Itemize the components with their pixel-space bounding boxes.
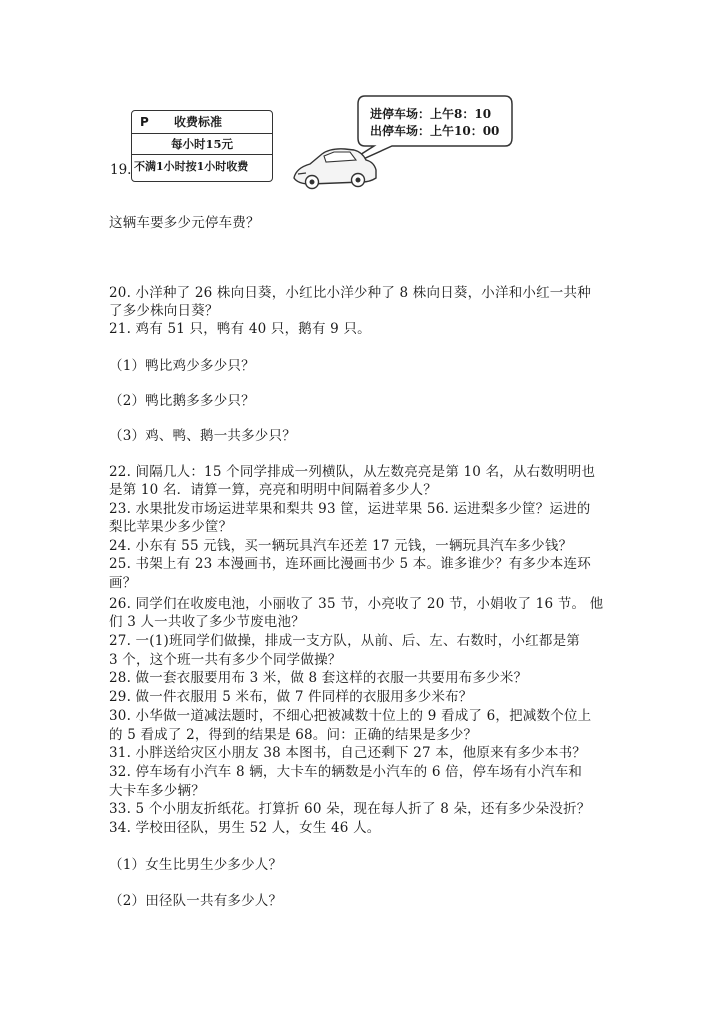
question-30-line-2: 的 5 看成了 2，得到的结果是 68。问：正确的结果是多少？ — [109, 727, 478, 743]
question-22-line-2: 是第 10 名．请算一算，亮亮和明明中间隔着多少人？ — [109, 482, 437, 498]
question-19-number: 19. — [110, 162, 132, 178]
question-22-line-1: 22. 间隔几人：15 个同学排成一列横队，从左数亮亮是第 10 名，从右数明明也 — [109, 464, 596, 480]
car-icon — [290, 140, 380, 192]
question-34-part-1: （1）女生比男生少多少人？ — [109, 857, 283, 873]
bubble-enter-time: 进停车场：上午8：10 — [370, 107, 492, 121]
bubble-exit-time: 出停车场：上午10：00 — [370, 124, 500, 138]
question-21-part-3: （3）鸡、鸭、鹅一共多少只？ — [109, 428, 296, 444]
question-25-line-2: 画？ — [109, 575, 137, 591]
question-33: 33. 5 个小朋友折纸花。打算折 60 朵，现在每人折了 8 朵，还有多少朵没折？ — [109, 801, 591, 817]
question-34: 34. 学校田径队，男生 52 人，女生 46 人。 — [109, 820, 381, 836]
question-31: 31. 小胖送给灾区小朋友 38 本图书，自己还剩下 27 本，他原来有多少本书？ — [109, 745, 586, 761]
question-32-line-1: 32. 停车场有小汽车 8 辆，大卡车的辆数是小汽车的 6 倍，停车场有小汽车和 — [109, 764, 583, 780]
question-27-line-2: 3 个，这个班一共有多少个同学做操？ — [109, 652, 342, 668]
question-24: 24. 小东有 55 元钱，买一辆玩具汽车还差 17 元钱，一辆玩具汽车多少钱？ — [109, 538, 573, 554]
question-21-part-2: （2）鸭比鹅多多少只？ — [109, 393, 255, 409]
question-19-text: 这辆车要多少元停车费？ — [109, 215, 260, 231]
sign-header — [132, 111, 272, 134]
question-21: 21. 鸡有 51 只，鸭有 40 只，鹅有 9 只。 — [109, 321, 371, 337]
question-27-line-1: 27. 一(1)班同学们做操，排成一支方队，从前、后、左、右数时，小红都是第 — [109, 633, 580, 649]
question-23-line-2: 梨比苹果少多少筐？ — [109, 519, 233, 535]
question-29: 29. 做一件衣服用 5 米布，做 7 件同样的衣服用多少米布？ — [109, 689, 473, 705]
question-25-line-1: 25. 书架上有 23 本漫画书，连环画比漫画书少 5 本。谁多谁少？有多少本连环 — [109, 556, 591, 572]
question-23-line-1: 23. 水果批发市场运进苹果和梨共 93 筐，运进苹果 56. 运进梨多少筐？运进的 — [109, 501, 591, 517]
question-32-line-2: 大卡车多少辆？ — [109, 783, 205, 799]
sign-title: 收费标准 — [174, 115, 223, 129]
sign-rate: 每小时15元 — [132, 134, 272, 155]
question-20-line-1: 20. 小洋种了 26 株向日葵，小红比小洋少种了 8 株向日葵，小洋和小红一共种 — [109, 285, 591, 301]
question-26-line-2: 们 3 人一共收了多少节废电池？ — [109, 614, 305, 630]
question-30-line-1: 30. 小华做一道减法题时，不细心把被减数十位上的 9 看成了 6，把减数个位上 — [109, 708, 592, 724]
question-28: 28. 做一套衣服要用布 3 米，做 8 套这样的衣服一共要用布多少米？ — [109, 670, 528, 686]
question-34-part-2: （2）田径队一共有多少人？ — [109, 893, 283, 909]
parking-fee-sign — [131, 110, 273, 182]
question-21-part-1: （1）鸭比鸡少多少只？ — [109, 358, 255, 374]
sign-rule: 不满1小时按1小时收费 — [134, 160, 249, 173]
parking-p-label: P — [140, 115, 149, 129]
question-20-line-2: 了多少株向日葵？ — [109, 303, 219, 319]
question-26-line-1: 26. 同学们在收废电池，小丽收了 35 节，小亮收了 20 节，小娟收了 16 节。 他 — [109, 596, 604, 612]
